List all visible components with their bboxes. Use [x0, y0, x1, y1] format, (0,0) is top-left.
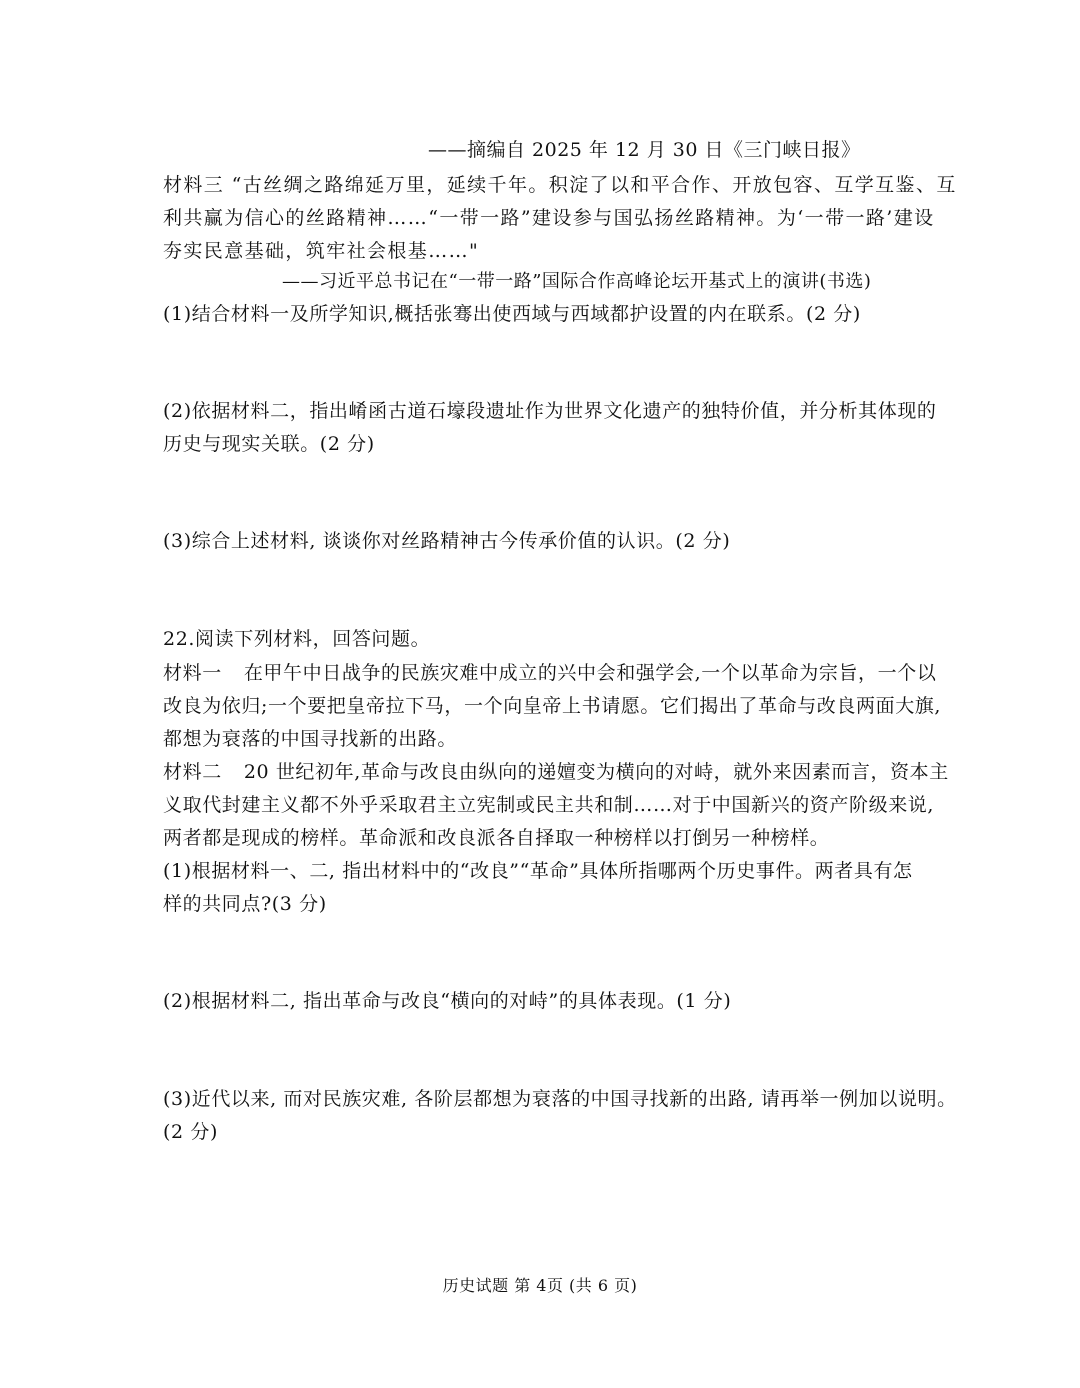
material-two-label: 材料二	[163, 761, 222, 783]
question-22-stem: 22.阅读下列材料，回答问题。	[163, 628, 431, 650]
question-22-1-line-1: (1)根据材料一、二, 指出材料中的“改良”“革命”具体所指哪两个历史事件。两者具有怎	[163, 860, 913, 882]
material-two-line-2: 义取代封建主义都不外乎采取君主立宪制或民主共和制……对于中国新兴的资产阶级来说,	[163, 794, 935, 816]
material-two-line-1	[163, 763, 949, 782]
material-three-line-3: 夯实民意基础，筑牢社会根基……"	[163, 240, 480, 262]
question-22-3-line-1: (3)近代以来, 而对民族灾难, 各阶层都想为衰落的中国寻找新的出路, 请再举一例加以说明。	[163, 1088, 957, 1110]
material-one-line-1	[163, 664, 936, 683]
question-21-1: (1)结合材料一及所学知识,概括张骞出使西域与西域都护设置的内在联系。(2 分)	[163, 303, 861, 325]
question-22-2: (2)根据材料二, 指出革命与改良“横向的对峙”的具体表现。(1 分)	[163, 990, 732, 1012]
material-one-label: 材料一	[163, 662, 222, 684]
material-two-line-3: 两者都是现成的榜样。革命派和改良派各自择取一种榜样以打倒另一种榜样。	[163, 827, 830, 849]
source-citation-2: ——习近平总书记在“一带一路”国际合作高峰论坛开基式上的演讲(书选)	[282, 271, 872, 292]
material-two-text-1: 20 世纪初年,革命与改良由纵向的递嬗变为横向的对峙，就外来因素而言，资本主	[243, 761, 949, 783]
question-21-3: (3)综合上述材料, 谈谈你对丝路精神古今传承价值的认识。(2 分)	[163, 530, 731, 552]
material-one-line-3: 都想为衰落的中国寻找新的出路。	[163, 728, 458, 750]
material-one-line-2: 改良为依归;一个要把皇帝拉下马，一个向皇帝上书请愿。它们揭出了革命与改良两面大旗,	[163, 695, 942, 717]
question-21-2-line-1: (2)依据材料二，指出崤函古道石壕段遗址作为世界文化遗产的独特价值，并分析其体现的	[163, 400, 937, 422]
material-three-line-2: 利共赢为信心的丝路精神……“一带一路”建设参与国弘扬丝路精神。为‘一带一路’建设	[163, 207, 935, 229]
material-one-text-1: 在甲午中日战争的民族灾难中成立的兴中会和强学会,一个以革命为宗旨，一个以	[243, 662, 937, 684]
question-22-1-line-2: 样的共同点?(3 分)	[163, 893, 327, 915]
question-21-2-line-2: 历史与现实关联。(2 分)	[163, 433, 375, 455]
material-three-line-1: 材料三 “古丝绸之路绵延万里，延续千年。积淀了以和平合作、开放包容、互学互鉴、互	[163, 174, 957, 196]
page-footer: 历史试题 第 4页 (共 6 页)	[442, 1276, 638, 1295]
source-citation-1: ——摘编自 2025 年 12 月 30 日《三门峡日报》	[428, 139, 861, 161]
question-22-3-line-2: (2 分)	[163, 1121, 218, 1143]
